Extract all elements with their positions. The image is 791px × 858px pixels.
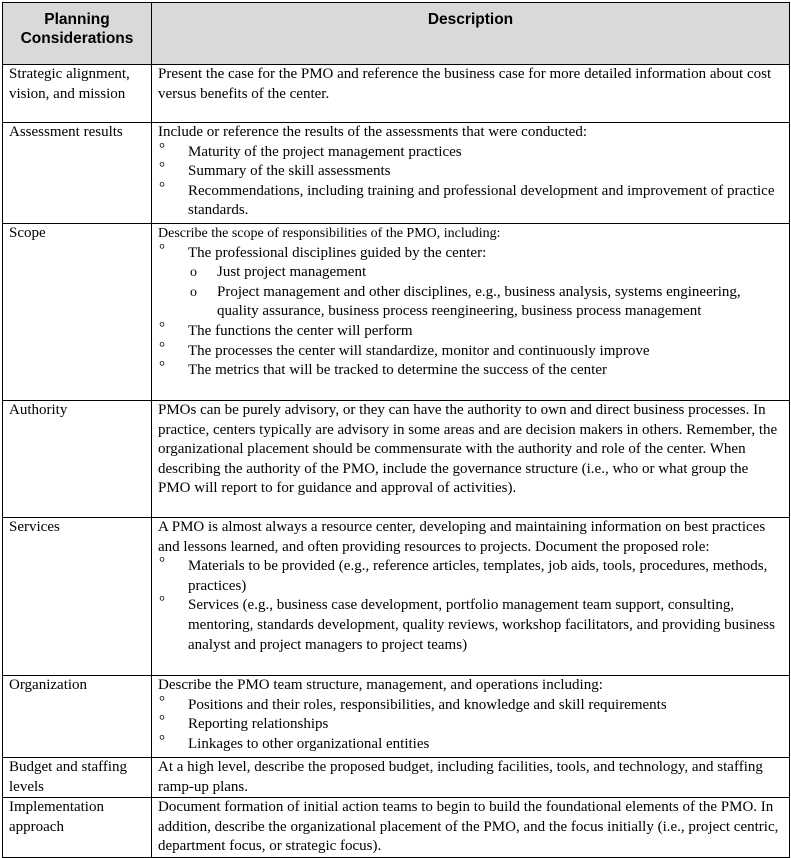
list-item: ° Linkages to other organizational entities — [158, 735, 783, 755]
list-item: ° The processes the center will standardize, monitor and continuously improve — [158, 342, 783, 362]
table-row — [3, 798, 790, 858]
services-intro: A PMO is almost always a resource center, developing and maintaining information on best practices and lessons learned, and often providing resources to projects. Document the proposed role: — [158, 519, 766, 555]
row-desc-scope — [152, 224, 790, 401]
organization-intro: Describe the PMO team structure, management, and operations including: — [158, 677, 603, 693]
row-desc-strategic: Present the case for the PMO and reference the business case for more detailed information about cost versus benefits of the center. — [152, 65, 790, 123]
header-row — [3, 3, 790, 65]
services-bullets — [158, 557, 783, 655]
row-desc-assessment — [152, 123, 790, 224]
row-label-organization: Organization — [3, 676, 152, 758]
scope-intro: Describe the scope of responsibilities of the PMO, including: — [158, 226, 501, 241]
table-row — [3, 224, 790, 401]
list-item: ° Positions and their roles, responsibilities, and knowledge and skill requirements — [158, 696, 783, 716]
row-label-services: Services — [3, 518, 152, 676]
list-item: ° Reporting relationships — [158, 715, 783, 735]
row-label-scope: Scope — [3, 224, 152, 401]
list-item — [158, 244, 783, 322]
table-row — [3, 676, 790, 758]
planning-table — [2, 2, 790, 858]
list-item: o Just project management — [188, 263, 783, 283]
table-row — [3, 401, 790, 518]
table-row — [3, 758, 790, 798]
table-row — [3, 123, 790, 224]
row-desc-services — [152, 518, 790, 676]
organization-bullets — [158, 696, 783, 755]
list-item: ° Services (e.g., business case development, portfolio management team support, consulting, mentoring, standards development, quality reviews, workshop facilitators, and providing business analyst and project managers to project teams) — [158, 596, 783, 655]
list-item: ° The metrics that will be tracked to determine the success of the center — [158, 361, 783, 381]
table-row — [3, 65, 790, 123]
list-item: ° Summary of the skill assessments — [158, 162, 783, 182]
row-label-assessment: Assessment results — [3, 123, 152, 224]
assessment-intro: Include or reference the results of the assessments that were conducted: — [158, 124, 587, 140]
row-label-strategic: Strategic alignment, vision, and mission — [3, 65, 152, 123]
scope-bullets — [158, 244, 783, 381]
row-desc-budget: At a high level, describe the proposed budget, including facilities, tools, and technology, and staffing ramp-up plans. — [152, 758, 790, 798]
header-description: Description — [152, 3, 790, 65]
row-desc-implementation: Document formation of initial action teams to begin to build the foundational elements of the PMO. In addition, describe the organizational placement of the PMO, and the focus initially (i.e., project centric, department focus, or strategic focus). — [152, 798, 790, 858]
scope-sub-bullets — [188, 263, 783, 322]
scope-bullet-disciplines: The professional disciplines guided by the center: — [188, 244, 487, 261]
row-label-implementation: Implementation approach — [3, 798, 152, 858]
list-item: ° Maturity of the project management practices — [158, 143, 783, 163]
list-item: o Project management and other disciplines, e.g., business analysis, systems engineering, quality assurance, business process reengineering, business process management — [188, 283, 783, 322]
row-desc-organization — [152, 676, 790, 758]
assessment-bullets — [158, 143, 783, 221]
list-item: ° Materials to be provided (e.g., reference articles, templates, job aids, tools, procedures, methods, practices) — [158, 557, 783, 596]
row-label-budget: Budget and staffing levels — [3, 758, 152, 798]
list-item: ° The functions the center will perform — [158, 322, 783, 342]
header-planning-considerations: Planning Considerations — [3, 3, 152, 65]
row-label-authority: Authority — [3, 401, 152, 518]
table-row — [3, 518, 790, 676]
list-item: ° Recommendations, including training and professional development and improvement of practice standards. — [158, 182, 783, 221]
row-desc-authority: PMOs can be purely advisory, or they can have the authority to own and direct business processes. In practice, centers typically are advisory in some areas and are decision makers in others. Remember, the organizational placement should be commensurate with the authority and role of the center. When describing the authority of the PMO, include the governance structure (i.e., who or what group the PMO will report to for guidance and approval of activities). — [152, 401, 790, 518]
